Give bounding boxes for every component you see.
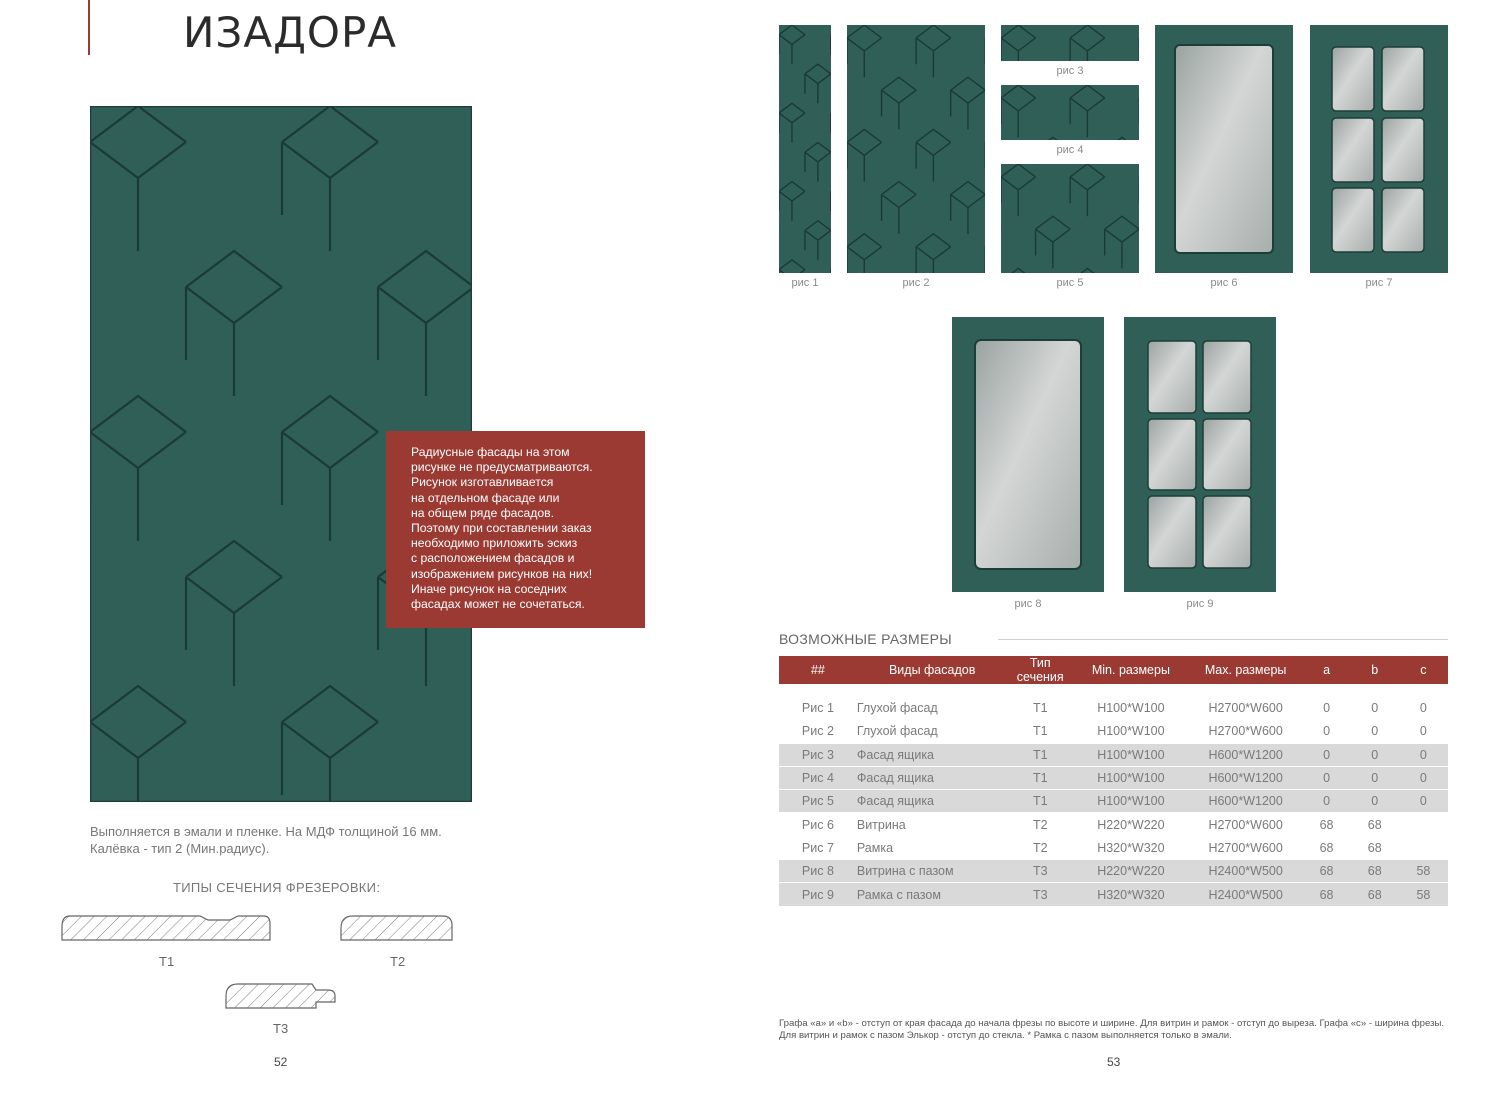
row-max-size: H600*W1200 — [1189, 766, 1303, 789]
row-section: Т1 — [1007, 697, 1073, 720]
row-max-size: H2400*W500 — [1189, 860, 1303, 883]
row-number: Рис 3 — [779, 743, 857, 766]
row-c: 0 — [1399, 766, 1448, 789]
row-number: Рис 6 — [779, 813, 857, 836]
row-facade-type: Фасад ящика — [857, 766, 1008, 789]
row-min-size: H100*W100 — [1073, 720, 1189, 743]
table-row — [779, 790, 1448, 813]
row-a: 0 — [1303, 743, 1351, 766]
row-b: 0 — [1351, 697, 1399, 720]
header-a: a — [1303, 656, 1351, 684]
row-b: 0 — [1351, 766, 1399, 789]
header-b: b — [1351, 656, 1399, 684]
row-max-size: H600*W1200 — [1189, 790, 1303, 813]
row-facade-type: Фасад ящика — [857, 790, 1008, 813]
profile-t1-drawing — [60, 912, 272, 944]
header-section: Тип сечения — [1007, 656, 1073, 684]
row-facade-type: Рамка — [857, 836, 1008, 859]
row-number: Рис 1 — [779, 697, 857, 720]
row-number: Рис 5 — [779, 790, 857, 813]
row-section: Т1 — [1007, 766, 1073, 789]
material-description: Выполняется в эмали и пленке. На МДФ толщиной 16 мм. Калёвка - тип 2 (Мин.радиус). — [90, 824, 442, 856]
figure-2-caption: рис 2 — [902, 277, 930, 289]
row-a: 0 — [1303, 766, 1351, 789]
row-c: 0 — [1399, 720, 1448, 743]
header-c: c — [1399, 656, 1448, 684]
row-b: 68 — [1351, 860, 1399, 883]
figure-4-caption: рис 4 — [1056, 144, 1084, 156]
figure-4-image — [1001, 85, 1139, 140]
row-c: 58 — [1399, 860, 1448, 883]
profile-t2-drawing — [339, 912, 455, 944]
profile-t2-label: Т2 — [390, 954, 406, 969]
page-number-right: 53 — [1107, 1055, 1121, 1069]
table-row — [779, 766, 1448, 789]
page-title: ИЗАДОРА — [183, 8, 398, 57]
header-max-size: Max. размеры — [1189, 656, 1303, 684]
figure-6-caption: рис 6 — [1210, 277, 1238, 289]
table-header-row — [779, 656, 1448, 684]
row-b: 68 — [1351, 813, 1399, 836]
figure-7-caption: рис 7 — [1365, 277, 1393, 289]
row-min-size: H220*W220 — [1073, 813, 1189, 836]
row-max-size: H2700*W600 — [1189, 720, 1303, 743]
row-number: Рис 8 — [779, 860, 857, 883]
row-facade-type: Фасад ящика — [857, 743, 1008, 766]
header-number: ## — [779, 656, 857, 684]
sizes-title: ВОЗМОЖНЫЕ РАЗМЕРЫ — [779, 631, 952, 647]
table-row — [779, 720, 1448, 743]
row-facade-type: Витрина — [857, 813, 1008, 836]
sizes-divider — [998, 639, 1448, 640]
row-number: Рис 7 — [779, 836, 857, 859]
row-section: Т2 — [1007, 836, 1073, 859]
row-section: Т3 — [1007, 883, 1073, 906]
row-a: 0 — [1303, 697, 1351, 720]
table-row — [779, 813, 1448, 836]
row-a: 68 — [1303, 860, 1351, 883]
row-max-size: H2700*W600 — [1189, 836, 1303, 859]
figure-1-caption: рис 1 — [791, 277, 819, 289]
figure-3-image — [1001, 25, 1139, 61]
row-max-size: H2400*W500 — [1189, 883, 1303, 906]
accent-rule — [88, 0, 90, 55]
row-min-size: H100*W100 — [1073, 790, 1189, 813]
figure-8-caption: рис 8 — [1014, 598, 1042, 610]
figure-7-image — [1310, 25, 1448, 273]
row-section: Т3 — [1007, 860, 1073, 883]
profile-t1-label: Т1 — [159, 954, 175, 969]
row-c: 58 — [1399, 883, 1448, 906]
row-number: Рис 9 — [779, 883, 857, 906]
row-facade-type: Витрина с пазом — [857, 860, 1008, 883]
row-section: Т1 — [1007, 720, 1073, 743]
figure-2-image — [847, 25, 985, 273]
table-row — [779, 860, 1448, 883]
profiles-title: ТИПЫ СЕЧЕНИЯ ФРЕЗЕРОВКИ: — [173, 880, 381, 895]
table-row — [779, 883, 1448, 906]
row-facade-type: Рамка с пазом — [857, 883, 1008, 906]
figure-5-image — [1001, 164, 1139, 273]
row-facade-type: Глухой фасад — [857, 720, 1008, 743]
figure-9-caption: рис 9 — [1186, 598, 1214, 610]
figure-8-image — [952, 317, 1104, 592]
page-number-left: 52 — [274, 1055, 288, 1069]
row-max-size: H2700*W600 — [1189, 813, 1303, 836]
row-c — [1399, 836, 1448, 859]
figure-1-image — [779, 25, 831, 273]
row-section: Т2 — [1007, 813, 1073, 836]
profile-t3-label: Т3 — [273, 1021, 289, 1036]
row-min-size: H100*W100 — [1073, 766, 1189, 789]
row-min-size: H100*W100 — [1073, 697, 1189, 720]
row-b: 68 — [1351, 883, 1399, 906]
figure-5-caption: рис 5 — [1056, 277, 1084, 289]
row-c: 0 — [1399, 697, 1448, 720]
row-a: 68 — [1303, 883, 1351, 906]
notice-box: Радиусные фасады на этом рисунке не предусматриваются. Рисунок изготавливается на отдельном фасаде или на общем ряде фасадов. Поэтому при составлении заказ необходимо приложить эскиз с расположением фасадов и изображением рисунков на них! Иначе рисунок на соседних фасадах может не сочетаться. — [386, 431, 645, 628]
row-b: 0 — [1351, 790, 1399, 813]
row-min-size: H320*W320 — [1073, 836, 1189, 859]
row-section: Т1 — [1007, 743, 1073, 766]
row-a: 0 — [1303, 790, 1351, 813]
row-b: 68 — [1351, 836, 1399, 859]
row-b: 0 — [1351, 743, 1399, 766]
figure-3-caption: рис 3 — [1056, 65, 1084, 77]
row-a: 0 — [1303, 720, 1351, 743]
header-facade-type: Виды фасадов — [857, 656, 1008, 684]
row-number: Рис 4 — [779, 766, 857, 789]
figure-9-image — [1124, 317, 1276, 592]
figure-6-image — [1155, 25, 1293, 273]
row-a: 68 — [1303, 836, 1351, 859]
row-min-size: H100*W100 — [1073, 743, 1189, 766]
profile-t3-drawing — [224, 980, 338, 1012]
row-facade-type: Глухой фасад — [857, 697, 1008, 720]
table-row — [779, 743, 1448, 766]
table-row — [779, 697, 1448, 720]
row-max-size: H2700*W600 — [1189, 697, 1303, 720]
table-row — [779, 836, 1448, 859]
sizes-table — [779, 656, 1448, 907]
row-section: Т1 — [1007, 790, 1073, 813]
row-max-size: H600*W1200 — [1189, 743, 1303, 766]
row-c — [1399, 813, 1448, 836]
header-min-size: Min. размеры — [1073, 656, 1189, 684]
row-c: 0 — [1399, 743, 1448, 766]
row-a: 68 — [1303, 813, 1351, 836]
row-min-size: H320*W320 — [1073, 883, 1189, 906]
row-c: 0 — [1399, 790, 1448, 813]
row-b: 0 — [1351, 720, 1399, 743]
row-number: Рис 2 — [779, 720, 857, 743]
row-min-size: H220*W220 — [1073, 860, 1189, 883]
table-footnote: Графа «a» и «b» - отступ от края фасада до начала фрезы по высоте и ширине. Для витрин и рамок - отступ до выреза. Графа «c» - ширина фрезы. Для витрин и рамок с пазом Элькор - отступ до стекла. * Рамка с пазом выполняется только в эмали. — [779, 1018, 1445, 1041]
